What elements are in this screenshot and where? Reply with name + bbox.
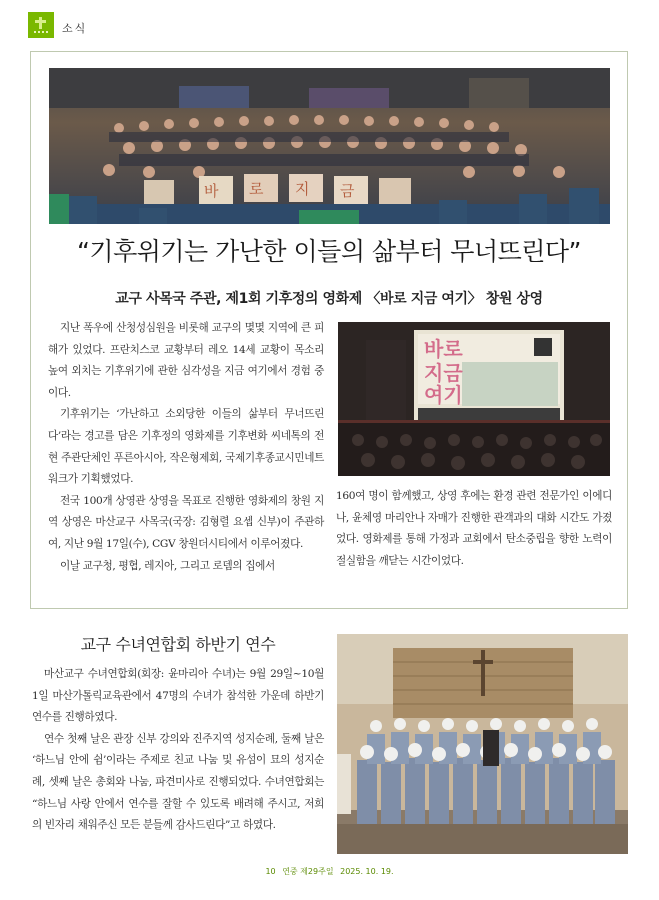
page-footer <box>0 866 659 877</box>
issue-date: 2025. 10. 19. <box>340 867 394 876</box>
svg-text:바: 바 <box>204 182 219 200</box>
paragraph: 지난 폭우에 산청성심원을 비롯해 교구의 몇몇 지역에 큰 피해가 있었다. 프란치스코 교황부터 레오 14세 교황이 목소리 높여 외치는 기후위기에 관한 심각성을 지금 여기에서 경험 중이다. <box>48 322 324 399</box>
svg-text:지금: 지금 <box>424 361 463 385</box>
paragraph: 160여 명이 함께했고, 상영 후에는 환경 관련 전문가인 이에디나, 윤체영 마리안나 자매가 진행한 관객과의 대화 시간도 가졌었다. 영화제를 통해 가정과 교회에서 탄소중립을 향한 노력이 절실함을 깨닫는 시간이었다. <box>336 490 612 567</box>
svg-text:지: 지 <box>295 180 310 198</box>
screen-title-line1: 바로 <box>424 337 463 361</box>
subheadline: 교구 사목국 주관, 제1회 기후정의 영화제 〈바로 지금 여기〉 창원 상영 <box>115 291 543 307</box>
screening-photo <box>338 322 610 476</box>
svg-text:금: 금 <box>340 182 355 200</box>
page-number: 10 <box>265 867 276 876</box>
paragraph: 연수 첫째 날은 관장 신부 강의와 진주지역 성지순례, 둘째 날은 ‘하느님 안에 쉼’이라는 주제로 친교 나눔 및 유섬이 묘의 성지순례, 셋째 날은 총회와 나눔, 파견미사로 진행되었다. 수녀연합회는 “하느님 사랑 안에서 연수를 잘할 수 있도록 배려해 주시고, 저희의 빈자리 채워주신 모든 분들께 감사드린다”고 하였다. <box>32 732 324 832</box>
section-tab-icon <box>28 12 54 38</box>
headline: “기후위기는 가난한 이들의 삶부터 무너뜨린다” <box>76 237 582 266</box>
svg-text:여기: 여기 <box>424 383 463 407</box>
nuns-group-photo <box>337 634 628 854</box>
paragraph: 기후위기는 ‘가난하고 소외당한 이들의 삶부터 무너뜨린다’라는 경고를 담은 기후정의 영화제를 기후변화 씨네톡의 전현 주관단체인 푸른아시아, 작은형제회, 국제기후종교시민네트워크가 기획했었다. <box>48 408 324 486</box>
article2-title: 교구 수녀연합회 하반기 연수 <box>80 635 276 654</box>
article1-left-column <box>48 318 324 577</box>
issue-label: 연중 제29주일 <box>282 867 334 876</box>
paragraph: 전국 100개 상영관 상영을 목표로 진행한 영화제의 창원 지역 상영은 마산교구 사목국(국장: 김형렬 요셉 신부)이 주관하여, 지난 9월 17일(수), CGV 창원더시티에서 이루어졌다. <box>48 494 324 550</box>
paragraph: 마산교구 수녀연합회(회장: 윤마리아 수녀)는 9월 29일~10월 1일 마산가톨릭교육관에서 47명의 수녀가 참석한 가운데 하반기 연수를 진행하였다. <box>32 668 324 724</box>
section-label: 소식 <box>62 22 88 35</box>
svg-text:로: 로 <box>249 180 264 198</box>
article1-right-column <box>336 486 612 572</box>
article2-column <box>32 664 324 837</box>
theater-group-photo <box>49 68 610 224</box>
paragraph: 이날 교구청, 평협, 레지아, 그리고 로뎀의 집에서 <box>60 559 275 572</box>
